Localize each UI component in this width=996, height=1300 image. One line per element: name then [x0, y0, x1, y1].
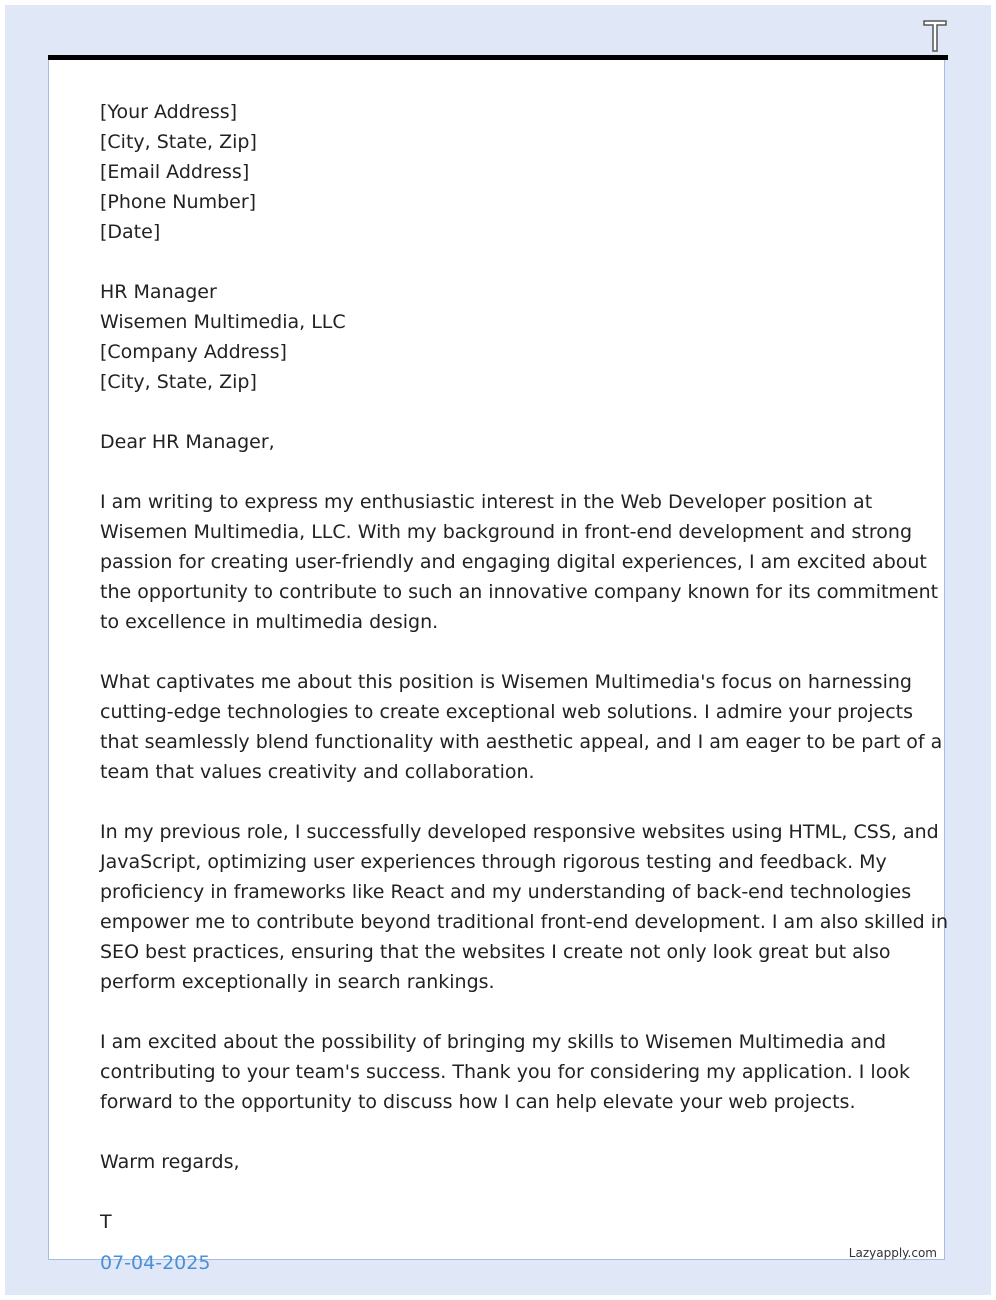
body-line: empower me to contribute beyond traditional front-end development. I am also skilled in [100, 911, 949, 933]
body-paragraph-2 [100, 667, 943, 787]
header-rule [48, 55, 948, 60]
body-line: SEO best practices, ensuring that the websites I create not only look great but also [100, 941, 891, 963]
brand-watermark: Lazyapply.com [848, 1246, 937, 1260]
body-line: that seamlessly blend functionality with aesthetic appeal, and I am eager to be part of a [100, 731, 943, 753]
signature: T [100, 1211, 112, 1233]
sender-address: [Your Address] [100, 101, 238, 123]
body-line: Wisemen Multimedia, LLC. With my background in front-end development and strong [100, 521, 912, 543]
body-paragraph-4 [100, 1027, 910, 1117]
recipient-city-state-zip: [City, State, Zip] [100, 371, 257, 393]
cover-letter [100, 97, 949, 1237]
body-line: perform exceptionally in search rankings. [100, 971, 495, 993]
recipient-company: Wisemen Multimedia, LLC [100, 311, 346, 333]
body-line: I am writing to express my enthusiastic interest in the Web Developer position at [100, 491, 873, 513]
footer-date: 07-04-2025 [100, 1252, 211, 1274]
body-line: In my previous role, I successfully developed responsive websites using HTML, CSS, and [100, 821, 939, 843]
sender-phone: [Phone Number] [100, 191, 257, 213]
body-line: What captivates me about this position is Wisemen Multimedia's focus on harnessing [100, 671, 912, 693]
sender-city-state-zip: [City, State, Zip] [100, 131, 257, 153]
recipient-address: [Company Address] [100, 341, 287, 363]
body-paragraph-1 [100, 487, 939, 637]
body-line: team that values creativity and collaboration. [100, 761, 535, 783]
recipient-title: HR Manager [100, 281, 217, 303]
t-letter-logo-icon [921, 14, 949, 54]
sender-email: [Email Address] [100, 161, 250, 183]
body-line: JavaScript, optimizing user experiences through rigorous testing and feedback. My [100, 851, 887, 873]
body-paragraph-3 [100, 817, 949, 997]
body-line: forward to the opportunity to discuss how I can help elevate your web projects. [100, 1091, 856, 1113]
body-line: to excellence in multimedia design. [100, 611, 439, 633]
body-line: the opportunity to contribute to such an innovative company known for its commitment [100, 581, 939, 603]
body-line: contributing to your team's success. Thank you for considering my application. I look [100, 1061, 910, 1083]
body-line: passion for creating user-friendly and engaging digital experiences, I am excited about [100, 551, 927, 573]
body-line: I am excited about the possibility of bringing my skills to Wisemen Multimedia and [100, 1031, 887, 1053]
sender-date: [Date] [100, 221, 161, 243]
body-line: cutting-edge technologies to create exceptional web solutions. I admire your projects [100, 701, 914, 723]
body-line: proficiency in frameworks like React and my understanding of back-end technologies [100, 881, 912, 903]
closing: Warm regards, [100, 1151, 240, 1173]
salutation: Dear HR Manager, [100, 431, 275, 453]
